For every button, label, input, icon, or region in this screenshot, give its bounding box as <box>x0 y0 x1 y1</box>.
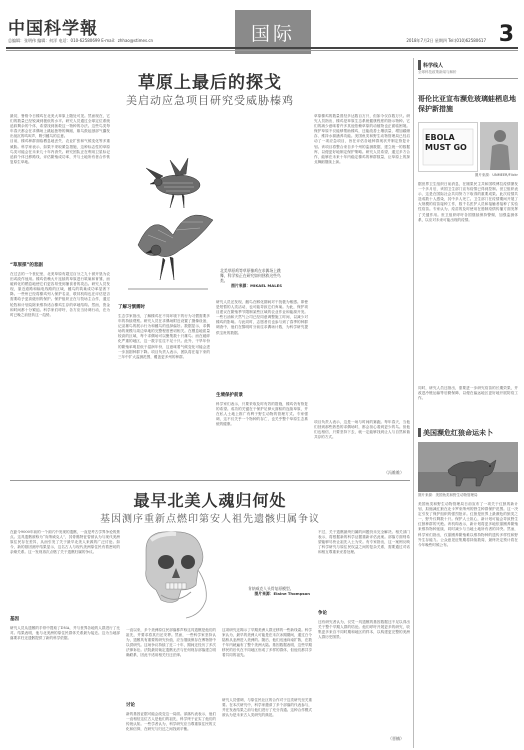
story1-photo-caption-block <box>220 268 282 288</box>
masthead-rule <box>6 47 518 49</box>
skull-photo <box>136 530 306 625</box>
right-column-tag: 科学线人 <box>423 63 444 69</box>
right-column-divider <box>413 58 414 748</box>
right-column-rule <box>418 78 518 79</box>
right-column-photo2-caption: 图片来源：美国鱼类和野生动物管理局 <box>418 493 478 497</box>
masthead <box>6 10 518 62</box>
story1-byline: （冯维维） <box>384 470 404 475</box>
poster-figure-image <box>480 122 518 170</box>
story2-subhead-c: 争论 <box>318 611 327 616</box>
newspaper-logo: 中国科学報 <box>8 19 98 39</box>
story1-lead-col1: 最初，鲁格今日榛鸡在北美大草原上随处可见。然而现在，它们的数量已经锐减到极低的水平。研究人员通过全球定位系统追踪剩余的个体，希望找到拯救这一物种的办法。这些鸟类每年春天都会在求偶场上跳起独特的舞蹈，雄鸟鼓起颈部气囊发出低沉的鸣叫声，吸引雌鸟的注意。 目前，榛鸡种群面临栖息地丧失、农业扩张和气候变化等多重威胁。科学家表示，如果不采取紧急措施，这种标志性的草原鸟类可能会在未来几十年内消失。研究团队正在利用卫星标记追踪个体迁移路线，评估繁殖成功率，并与土地所有者合作恢复原生草地。 <box>10 114 110 164</box>
red-wolf-photo <box>418 442 518 492</box>
right-column-body2: 美国鱼类和野生动物管理局日前宣布了一项关于红狼的新计划，拟缩减红狼在北卡罗来纳州的野生种群保护范围。这一决定引发了保护组织的强烈批评。红狼是世界上最濒危的狼类之一，野外仅剩数十只。保护人士担心，新计划可能会导致野生红狼种群的灭绝。该机构表示，新计划将更多地依靠圈养繁殖来维持物种延续，同时减少与当地土地所有者的冲突。然而，科学家们指出，仅靠圈养繁殖难以维持物种的遗传多样性和野外生存能力。公众意见征集期将持续数周，最终决定预计将在今年晚些时候公布。 <box>418 502 518 547</box>
story2-col2-body: 一直以来，多个美洲原住民部落都声称这具遗骸是他们的祖先，并要求将其归还安葬。然而，一些科学家坚持认为，遗骸具有重要的研究价值，应当继续保存在博物馆中以供研究。这场争议持续了近二十年，期间还经历了多次法律诉讼。法院最初裁定遗骸无法与任何现存部落建立明确联系，因此不适用相关归还法律。 <box>126 628 216 658</box>
masthead-rule-thin <box>6 50 518 51</box>
story2-col1-body: 在距今9000年前的一个洞穴中发现的遗骸，一直是考古学界争论的焦点。这具遗骸被称为“肯纳威克人”，其骨骼特征曾被认为与现代美洲原住民存在差异，从而引发了关于最早北美人来源的广泛讨论。如今，新的基因测序结果显示，这名古人与现代美洲原住民有着密切的亲缘关系。这一发现再次点燃了关于遗骸归属的争议。 <box>10 530 120 555</box>
page-number: 3 <box>498 22 514 47</box>
story1-subhead-c: 生境保护前景 <box>216 393 243 398</box>
story2-photo-caption: 肯纳威克人头骨复原模型。 <box>248 586 294 591</box>
story1-headline: 草原上最后的探戈 <box>138 73 282 93</box>
story1-col4-body-b: 项目负责人表示，这是一场与时间的赛跑。每年春天，当他们回到那些熟悉的求偶场时，都会担心看到更少的鸟。但他们也相信，只要坚持下去，就一定能够找到让人与自然和谐共存的方式。 <box>314 420 410 440</box>
story1-subhead-b: 了解习惯需时 <box>118 305 145 310</box>
story1-col2-body: 生态学家指出，了解榛鸡在不同环境下的行为习惯需要多年的持续观察。研究人员在求偶场附近设置了摄像设备，记录雄鸟的展示行为和雌鸟的选择偏好。数据显示，求偶场的规模与周边草地的完整程度密切相关。在栖息地质量较高的区域，每个求偶场可以聚集数十只雄鸟；而在破碎化严重的地区，这一数字往往不足十只。此外，干旱年份的繁殖率明显低于湿润年份，这意味着气候变化可能会进一步加剧种群下降。项目负责人表示，团队将在接下来的三年中扩大监测范围，覆盖更多州的种群。 <box>118 314 210 359</box>
story1-photo-credit: 图片来源：MIKAEL MALES <box>231 283 282 288</box>
story-divider <box>10 480 410 481</box>
ebola-sign-photo <box>418 122 478 172</box>
right-column-tag-marker <box>418 60 421 70</box>
story2-col4-body-b: 还有研究者认为，仅凭一具遗骸的基因数据还不足以得出关于整个早期人群的结论。他们呼吁开展更多的研究，收集更多来自不同时期和地区的样本，以构建更完整的美洲人群历史图景。 <box>318 620 410 640</box>
story2-byline: （晋楠） <box>388 736 404 741</box>
story2-subhead-a: 基因 <box>10 617 19 622</box>
story2-col2-body-b: 新的基因证据可能会改变这一局面。部落代表表示，他们一直相信这位古人是他们的祖先，科学终于证实了他们的传统认知。一些学者认为，科学研究应当尊重原住民的文化和信仰，在研究与归还之间找到平衡。 <box>126 712 216 732</box>
right-column-photo-caption: 图片来源：UNMEER/Flickr <box>474 173 518 177</box>
right-column-headline: 哥伦比亚宣布濒危玻璃蛙栖息地保护新措施 <box>418 95 516 113</box>
page-date-info: 2018年7月2日 星期四 Tel:(010)62580617 <box>406 38 486 43</box>
story1-subheadline: 美启动应急项目研究受威胁榛鸡 <box>126 94 294 107</box>
story2-subheadline: 基因测序重新点燃印第安人祖先遗骸归属争议 <box>100 514 320 525</box>
story2-col4-body: 不过，关于遗骸最终归属的问题仍未完全解决。相关部门表示，将根据新的科学证据重新评估此案。部落方面则希望能够尽快让祖先入土为安。有专家指出，这一案例反映了科学研究与原住民权益之间的复杂关系，需要通过对话和相互尊重来妥善处理。 <box>318 530 410 555</box>
story2-headline: 最早北美人魂归何处 <box>133 491 287 510</box>
right-column-body-b: 同时，研究人员还指出，需要进一步研究疫苗的长期效果，并改进冷链运输等后勤保障，以便在偏远地区更好地开展防疫工作。 <box>418 386 518 401</box>
story1-col1-body: 在过去的一个世纪里，北美草原有超过百分之九十被开垦为农田或改作他用。榛鸡依赖大片连续的草原进行筑巢和育雏，而破碎化的栖息地使它们更容易受到捕食者的攻击。研究人员发现，靠近道路和输电线路的区域，雌鸟的筑巢成功率显著下降。一些州已经将榛鸡列入保护名录，联邦机构也在评估是否需要给予更高级别的保护。保护组织正在与牧场主合作，通过轮牧和计划烧除来维持适合榛鸡生存的草地结构。然而，资金和时间都十分紧迫。科学家们呼吁，各方应当协调行动，在为时已晚之前扭转这一趋势。 <box>10 272 110 317</box>
right-column-tag-sub: 全球科技政策新闻与解析 <box>418 70 457 74</box>
masthead-contact-line: 总编辑：张明伟 编辑：何洋 电话：010-62580699 E-mail：zhhao@stimes.cn <box>8 38 154 43</box>
story1-col3-body: 研究人员还发现，雌鸟在孵化期间对干扰极为敏感。即使是短暂的人类活动，也可能导致它们弃巢。为此，保护项目建议在繁殖季节限制某些区域的农业作业和能源开发。一些石油和天然气公司已经同意调整施工时间，以减少对榛鸡的影响。与此同时，志愿者们也参与到了春季的种群调查中，他们在黎明时分前往求偶场计数，为科学研究提供宝贵的数据。 <box>216 300 308 335</box>
prairie-chicken-photo <box>118 150 218 300</box>
ebola-sign-text: EBOLA MUST GO <box>425 133 467 152</box>
right-column-body: 据世界卫生组织日前消息，在刚果民主共和国埃博拉疫情暴发一个多月后，该国卫生部门宣布疫情已得到控制。世卫组织表示，这是在国际社会共同努力下取得的重要成果。此次疫情共造成数十人感染，其中多人死亡。卫生部门在疫情期间开展了大规模的疫苗接种工作，数千名医护人员和接触者接种了实验性疫苗。专家认为，疫苗的及时使用在遏制疫情传播方面发挥了关键作用。世卫组织呼吁各国继续保持警惕，加强监测体系，以应对未来可能出现的疫情。 <box>418 182 518 222</box>
story1-subhead-a: “草原探”的悲剧 <box>10 263 43 268</box>
story1-photo-caption: 北美草原鸡等草原榛鸡在求偶场上跳舞，科学家正在研究如何拯救这些鸟类。 <box>220 268 281 283</box>
story2-subhead-b: 讨论 <box>126 703 135 708</box>
story2-photo-credit: 图片来源：Elaine Thompson <box>254 591 310 596</box>
right-column-headline2-marker <box>418 428 421 437</box>
story1-col3-body-b: 科学家们表示，只要采取及时有效的措施，榛鸡仍有恢复的希望。成功的关键在于保护足够大面积的连续草原，并在私人土地上推广有利于野生动物的管理方式。专家强调，这不仅关乎一个物种的存亡，也关乎整个草原生态系统的健康。 <box>216 402 308 427</box>
section-tab: 国际 <box>235 10 311 54</box>
story2-col3-body-b: 研究人员强调，与原住民社区的合作对于这类研究至关重要。在本次研究中，科学家邀请了多个部落的代表参与，并在发表结果之前与他们进行了充分沟通。这种合作模式被认为是未来古人类研究的典范。 <box>222 698 312 718</box>
story2-photo-caption-block <box>248 586 310 596</box>
story1-col4-body: 草原榛鸡的数量曾经多达数百万只，但如今仅存数万只。研究人员指出，榛鸡是草原生态系统健康程度的指示物种。它们的减少意味着许多其他依赖草原的动植物也正面临困境。保护草原不仅能够帮助榛鸡，还能改善土壤质量、增加碳储存、维持水源涵养功能。美国鱼类和野生动物管理局已经启动了一项应急项目，旨在评估各地种群现状并制定恢复计划。该项目将整合来自多个州的监测数据，建立统一的数据库，以便更好地制定保护策略。研究人员希望，通过多方合作，能够在未来十年内稳定榛鸡的种群数量，让草原上的探戈舞蹈继续上演。 <box>314 114 410 164</box>
story2-col1-body-b: 研究人员从遗骸的手骨中提取了DNA，并与世界各地的人群进行了比对。结果表明，他与北美洲的原住民群体关系最为接近。这为当地部落要求归还遗骸提供了新的科学依据。 <box>10 626 120 641</box>
story2-col3-body: 这项研究还揭示了早期美洲人群迁移的一些新线索。科学家认为，最早的美洲人可能是在末次冰期期间，通过白令陆桥从亚洲进入美洲的。随后，他们迅速向南扩散，在数千年内就遍布了整个美洲大陆。基因数据表明，这些早期移民的后代在不同地区形成了多样的群体，但他们都共享着共同的祖先。 <box>222 628 312 658</box>
right-column-headline2: 美国濒危红狼命运未卜 <box>423 429 493 437</box>
